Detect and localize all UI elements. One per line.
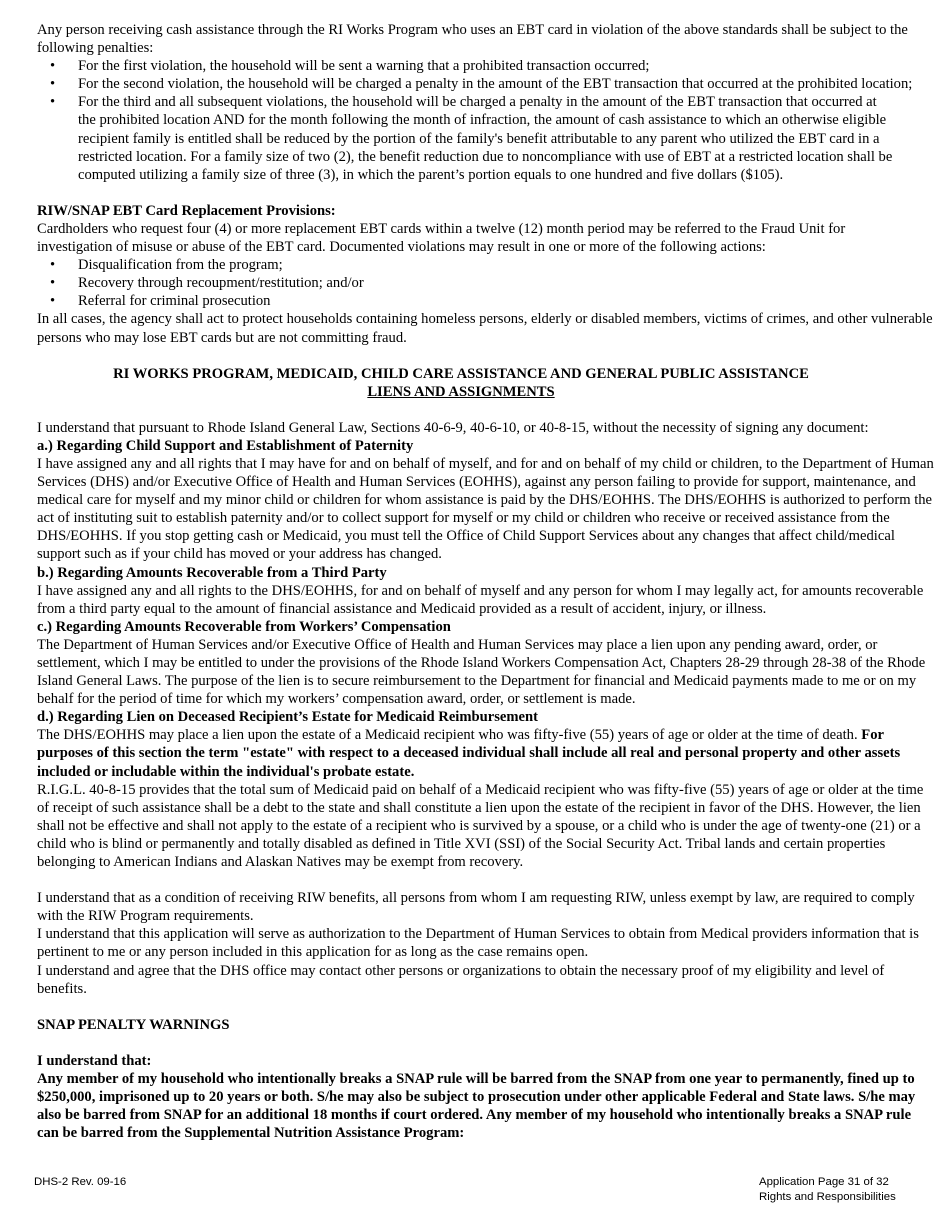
child-support-heading: a.) Regarding Child Support and Establishment of Paternity bbox=[37, 437, 414, 454]
replacement-actions-list bbox=[37, 256, 935, 310]
third-party-text: I have assigned any and all rights to the DHS/EOHHS, for and on behalf of myself and any person for whom I may legally act, for amounts recoverable from a third party equal to the amount of financial assistance and Medicaid provided as a result of accident, injury, or illness. bbox=[37, 582, 924, 617]
rigl-text: R.I.G.L. 40-8-15 provides that the total sum of Medicaid paid on behalf of a Medicaid recipient who was fifty-five (55) years of age or older at the time of receipt of such assistance shall be a debt to the state and shall constitute a lien upon the estate of the recipient in favor of the DHS. However, the lien shall not be effective and shall not apply to the estate of a recipient who is survived by a spouse, or a child who is under the age of twenty-one (21) or a child who is blind or permanently and totally disabled as defined in Title XVI (SSI) of the Social Security Act. Tribal lands and certain properties belonging to American Indians and Alaskan Natives may be exempt from recovery. bbox=[37, 781, 924, 871]
liens-subtitle: LIENS AND ASSIGNMENTS bbox=[367, 383, 555, 400]
child-support-text: I have assigned any and all rights that I may have for and on behalf of myself, and for and on behalf of my child or children, to the Department of Human Services (DHS) and/or Executive Office of Health and Human Services (EOHHS), against any person failing to provide for support, maintenance, and medical care for myself and my minor child or children for whom assistance is paid by the DHS/EOHHS. The DHS/EOHHS is authorized to perform the act of instituting suit to establish paternity and/or to collect support for myself or my child or children who receive or received assistance from the DHS/EOHHS. If you stop getting cash or Medicaid, you must tell the Office of Child Support Services about any changes that affect child/medical support such as if your child has moved or your address has changed. bbox=[37, 455, 934, 563]
replacement-closing: In all cases, the agency shall act to protect households containing homeless persons, elderly or disabled members, victims of crimes, and other vulnerable persons who may lose EBT cards but are not committing fraud. bbox=[37, 311, 933, 346]
liens-title: RI WORKS PROGRAM, MEDICAID, CHILD CARE ASSISTANCE AND GENERAL PUBLIC ASSISTANCE bbox=[113, 365, 809, 382]
estate-lien-text bbox=[37, 726, 935, 780]
action-item-recovery: • Recovery through recoupment/restitution; and/or bbox=[37, 274, 935, 292]
replacement-heading: RIW/SNAP EBT Card Replacement Provisions: bbox=[37, 202, 336, 219]
action-item-referral: • Referral for criminal prosecution bbox=[37, 292, 935, 310]
footer-form-id: DHS-2 Rev. 09-16 bbox=[34, 1176, 127, 1188]
footer-page-label: Application Page 31 of 32 bbox=[759, 1176, 889, 1188]
third-party-heading: b.) Regarding Amounts Recoverable from a Third Party bbox=[37, 564, 387, 581]
replacement-intro: Cardholders who request four (4) or more replacement EBT cards within a twelve (12) month period may be referred to the Fraud Unit for investigation of misuse or abuse of the EBT card. Documented violations may result in one or more of the following actions: bbox=[37, 220, 846, 256]
penalty-item-second: • For the second violation, the household will be charged a penalty in the amount of the EBT transaction that occurred at the prohibited location; bbox=[37, 75, 935, 93]
penalty-item-third: • For the third and all subsequent violations, the household will be charged a penalty in the amount of the EBT transaction that occurred at the prohibited location AND for the month following the month of infraction, the amount of cash assistance to which an otherwise eligible recipient family is entitled shall be reduced by the portion of the family's benefit attributable to any parent who utilized the EBT card in a restricted location. For a family size of two (2), the benefit reduction due to noncompliance with use of EBT at a restricted location shall be computed utilizing a family size of three (3), in which the parent’s portion equals to one hundred and five dollars ($105). bbox=[37, 93, 935, 183]
penalty-item-first: • For the first violation, the household will be sent a warning that a prohibited transaction occurred; bbox=[37, 57, 935, 75]
estate-definition: For purposes of this section the term "estate" with respect to a deceased individual shall include all real and personal property and other assets included or includable within the individual's probate estate. bbox=[37, 727, 901, 780]
footer-page-info bbox=[759, 1175, 896, 1205]
medical-authorization-text: I understand that this application will serve as authorization to the Department of Human Services to obtain from Medical providers information that is pertinent to me or any person included in this application for as long as the case remains open. bbox=[37, 926, 919, 961]
action-item-disqualification: • Disqualification from the program; bbox=[37, 256, 935, 274]
workers-comp-heading: c.) Regarding Amounts Recoverable from Workers’ Compensation bbox=[37, 618, 451, 635]
workers-comp-text: The Department of Human Services and/or Executive Office of Health and Human Services may place a lien upon any pending award, order, or settlement, which I may be entitled to under the provisions of the Rhode Island Workers Compensation Act, Chapters 28-29 through 28-38 of the Rhode Island General Laws. The purpose of the lien is to secure reimbursement to the Department for financial and Medicaid payments made to me or on my behalf for the period of time for which my workers’ compensation award, order, or settlement is made. bbox=[37, 636, 926, 708]
snap-warning-text: Any member of my household who intentionally breaks a SNAP rule will be barred from the SNAP from one year to permanently, fined up to $250,000, imprisoned up to 20 years or both. S/he may also be subject to prosecution under other applicable Federal and State laws. S/he may also be barred from SNAP for an additional 18 months if court ordered. Any member of my household who intentionally breaks a SNAP rule can be barred from the Supplemental Nutrition Assistance Program: bbox=[37, 1070, 916, 1142]
liens-intro: I understand that pursuant to Rhode Island General Law, Sections 40-6-9, 40-6-10, or 40-8-15, without the necessity of signing any document: bbox=[37, 419, 869, 436]
snap-warnings-heading: SNAP PENALTY WARNINGS bbox=[37, 1016, 230, 1033]
page-content bbox=[37, 21, 935, 1142]
penalties-list bbox=[37, 57, 935, 184]
snap-understand-label: I understand that: bbox=[37, 1052, 152, 1069]
riw-condition-text: I understand that as a condition of receiving RIW benefits, all persons from whom I am requesting RIW, unless exempt by law, are required to comply with the RIW Program requirements. bbox=[37, 890, 915, 925]
penalties-intro: Any person receiving cash assistance through the RI Works Program who uses an EBT card in violation of the above standards shall be subject to the following penalties: bbox=[37, 22, 908, 57]
estate-lien-sentence: The DHS/EOHHS may place a lien upon the estate of a Medicaid recipient who was fifty-five (55) years of age or older at the time of death. bbox=[37, 727, 858, 744]
footer-section-label: Rights and Responsibilities bbox=[759, 1191, 896, 1203]
estate-lien-heading: d.) Regarding Lien on Deceased Recipient’s Estate for Medicaid Reimbursement bbox=[37, 709, 538, 726]
contact-consent-text: I understand and agree that the DHS office may contact other persons or organizations to obtain the necessary proof of my eligibility and level of benefits. bbox=[37, 962, 885, 997]
